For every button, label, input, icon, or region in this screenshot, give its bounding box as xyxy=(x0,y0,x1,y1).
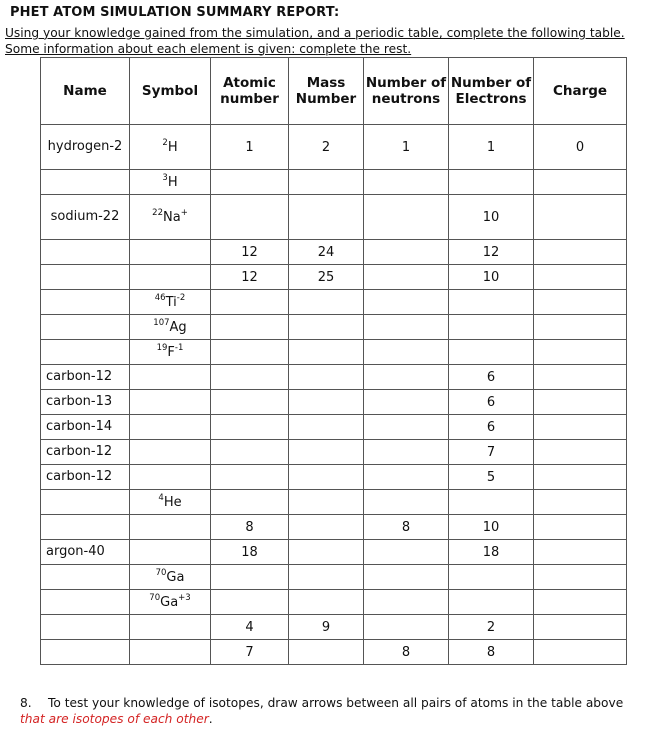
symbol-cell[interactable] xyxy=(130,290,211,315)
element-symbol: Ti xyxy=(165,294,177,310)
name-cell[interactable] xyxy=(41,125,130,170)
element-name: carbon-12 xyxy=(46,469,113,484)
isotope-symbol xyxy=(156,342,184,360)
name-cell[interactable] xyxy=(41,390,130,415)
name-cell[interactable] xyxy=(41,415,130,440)
electrons-cell[interactable] xyxy=(449,565,534,590)
isotope-symbol xyxy=(155,567,185,585)
charge-cell[interactable] xyxy=(534,515,627,540)
mass-value: 24 xyxy=(317,244,335,260)
electrons-cell[interactable] xyxy=(449,640,534,665)
element-symbol: Na xyxy=(163,209,181,225)
neutrons-value: 8 xyxy=(401,519,411,535)
neutrons-cell[interactable] xyxy=(364,415,449,440)
electrons-cell[interactable] xyxy=(449,515,534,540)
symbol-cell[interactable] xyxy=(130,265,211,290)
electrons-cell[interactable] xyxy=(449,465,534,490)
electrons-value: 1 xyxy=(486,139,496,155)
atomic-cell[interactable] xyxy=(211,440,289,465)
element-symbol: H xyxy=(167,174,178,190)
intro-text: Using your knowledge gained from the simulation, and a periodic table, complete the following table. Some information about each element is given: complete the rest. xyxy=(5,26,625,56)
electrons-cell[interactable] xyxy=(449,390,534,415)
charge-value: 0 xyxy=(575,139,585,155)
table-row xyxy=(41,540,627,565)
table-row xyxy=(41,490,627,515)
atomic-value: 4 xyxy=(245,619,254,635)
name-cell[interactable] xyxy=(41,290,130,315)
mass-cell[interactable] xyxy=(289,540,364,565)
mass-superscript: 19 xyxy=(156,342,168,353)
electrons-value: 12 xyxy=(482,244,500,260)
charge-cell[interactable] xyxy=(534,340,627,365)
electrons-value: 6 xyxy=(486,419,496,435)
symbol-cell[interactable] xyxy=(130,565,211,590)
mass-superscript: 2 xyxy=(162,137,168,148)
name-cell[interactable] xyxy=(41,265,130,290)
table-row xyxy=(41,365,627,390)
symbol-cell[interactable] xyxy=(130,170,211,195)
charge-cell[interactable] xyxy=(534,170,627,195)
mass-cell[interactable] xyxy=(289,340,364,365)
neutrons-cell[interactable] xyxy=(364,125,449,170)
symbol-cell[interactable] xyxy=(130,415,211,440)
header-row xyxy=(41,58,627,125)
header-mass-number: Mass Number xyxy=(289,58,364,125)
atomic-cell[interactable] xyxy=(211,465,289,490)
atomic-cell[interactable] xyxy=(211,340,289,365)
charge-superscript: + xyxy=(180,207,188,218)
neutrons-cell[interactable] xyxy=(364,290,449,315)
mass-superscript: 3 xyxy=(162,172,168,183)
symbol-cell[interactable] xyxy=(130,440,211,465)
report-title: PHET ATOM SIMULATION SUMMARY REPORT: xyxy=(10,5,340,20)
mass-cell[interactable] xyxy=(289,365,364,390)
mass-cell[interactable] xyxy=(289,590,364,615)
mass-cell[interactable] xyxy=(289,125,364,170)
question-text: To test your knowledge of isotopes, draw arrows between all pairs of atoms in the table above xyxy=(48,696,624,710)
atomic-cell[interactable] xyxy=(211,490,289,515)
symbol-cell[interactable] xyxy=(130,340,211,365)
neutrons-cell[interactable] xyxy=(364,640,449,665)
atomic-cell[interactable] xyxy=(211,240,289,265)
electrons-cell[interactable] xyxy=(449,195,534,240)
neutrons-cell[interactable] xyxy=(364,340,449,365)
electrons-cell[interactable] xyxy=(449,540,534,565)
charge-cell[interactable] xyxy=(534,565,627,590)
isotope-symbol xyxy=(152,207,188,225)
atomic-value: 12 xyxy=(241,244,258,260)
table-row xyxy=(41,390,627,415)
neutrons-cell[interactable] xyxy=(364,365,449,390)
element-symbol: H xyxy=(167,139,178,155)
mass-cell[interactable] xyxy=(289,265,364,290)
charge-cell[interactable] xyxy=(534,265,627,290)
mass-cell[interactable] xyxy=(289,315,364,340)
charge-cell[interactable] xyxy=(534,640,627,665)
mass-superscript: 70 xyxy=(149,592,161,603)
atomic-cell[interactable] xyxy=(211,540,289,565)
question-highlight: that are isotopes of each other xyxy=(20,712,209,726)
table-row xyxy=(41,315,627,340)
atomic-cell[interactable] xyxy=(211,195,289,240)
electrons-cell[interactable] xyxy=(449,365,534,390)
mass-cell[interactable] xyxy=(289,465,364,490)
header-symbol: Symbol xyxy=(130,58,211,125)
neutrons-cell[interactable] xyxy=(364,540,449,565)
atomic-value: 7 xyxy=(245,644,254,660)
isotope-symbol xyxy=(162,137,178,155)
table-row xyxy=(41,590,627,615)
charge-cell[interactable] xyxy=(534,195,627,240)
symbol-cell[interactable] xyxy=(130,640,211,665)
name-cell[interactable] xyxy=(41,195,130,240)
mass-superscript: 107 xyxy=(153,317,170,328)
electrons-cell[interactable] xyxy=(449,590,534,615)
charge-superscript: +3 xyxy=(178,592,191,603)
element-name: carbon-13 xyxy=(46,394,113,409)
name-cell[interactable] xyxy=(41,565,130,590)
header-neutrons: Number of neutrons xyxy=(364,58,449,125)
neutrons-value: 8 xyxy=(401,644,411,660)
electrons-cell[interactable] xyxy=(449,315,534,340)
electrons-cell[interactable] xyxy=(449,265,534,290)
name-cell[interactable] xyxy=(41,465,130,490)
name-cell[interactable] xyxy=(41,240,130,265)
mass-cell[interactable] xyxy=(289,565,364,590)
atom-summary-table xyxy=(40,57,627,665)
mass-cell[interactable] xyxy=(289,240,364,265)
charge-cell[interactable] xyxy=(534,590,627,615)
atomic-cell[interactable] xyxy=(211,290,289,315)
electrons-cell[interactable] xyxy=(449,415,534,440)
symbol-cell[interactable] xyxy=(130,315,211,340)
symbol-cell[interactable] xyxy=(130,590,211,615)
element-symbol: Ga xyxy=(160,594,179,610)
name-cell[interactable] xyxy=(41,170,130,195)
electrons-cell[interactable] xyxy=(449,170,534,195)
element-symbol: Ga xyxy=(166,569,185,585)
mass-superscript: 70 xyxy=(155,567,167,578)
atomic-cell[interactable] xyxy=(211,615,289,640)
element-symbol: He xyxy=(163,494,182,510)
name-cell[interactable] xyxy=(41,615,130,640)
mass-cell[interactable] xyxy=(289,615,364,640)
atomic-value: 18 xyxy=(241,544,258,560)
electrons-value: 18 xyxy=(482,544,500,560)
electrons-cell[interactable] xyxy=(449,290,534,315)
charge-cell[interactable] xyxy=(534,365,627,390)
symbol-cell[interactable] xyxy=(130,365,211,390)
element-symbol: F xyxy=(167,344,175,360)
table-row xyxy=(41,565,627,590)
table-row xyxy=(41,515,627,540)
electrons-cell[interactable] xyxy=(449,490,534,515)
name-cell[interactable] xyxy=(41,340,130,365)
charge-cell[interactable] xyxy=(534,125,627,170)
table-row xyxy=(41,195,627,240)
name-cell[interactable] xyxy=(41,365,130,390)
table-body xyxy=(41,125,627,665)
mass-superscript: 22 xyxy=(152,207,163,218)
neutrons-cell[interactable] xyxy=(364,195,449,240)
element-name: hydrogen-2 xyxy=(47,139,123,154)
atomic-cell[interactable] xyxy=(211,515,289,540)
mass-cell[interactable] xyxy=(289,440,364,465)
electrons-cell[interactable] xyxy=(449,340,534,365)
mass-cell[interactable] xyxy=(289,515,364,540)
electrons-value: 8 xyxy=(486,644,496,660)
element-name: carbon-12 xyxy=(46,444,113,459)
neutrons-cell[interactable] xyxy=(364,565,449,590)
atomic-cell[interactable] xyxy=(211,170,289,195)
atomic-cell[interactable] xyxy=(211,315,289,340)
mass-cell[interactable] xyxy=(289,640,364,665)
isotope-symbol xyxy=(162,172,178,190)
charge-cell[interactable] xyxy=(534,315,627,340)
charge-cell[interactable] xyxy=(534,440,627,465)
table-row xyxy=(41,640,627,665)
charge-cell[interactable] xyxy=(534,240,627,265)
mass-cell[interactable] xyxy=(289,390,364,415)
mass-value: 9 xyxy=(321,619,331,635)
intro-paragraph xyxy=(5,26,651,57)
electrons-value: 10 xyxy=(482,209,500,225)
neutrons-cell[interactable] xyxy=(364,590,449,615)
element-name: argon-40 xyxy=(46,544,105,559)
header-atomic-number: Atomic number xyxy=(211,58,289,125)
charge-cell[interactable] xyxy=(534,290,627,315)
element-name: carbon-14 xyxy=(46,419,113,434)
table-row xyxy=(41,615,627,640)
name-cell[interactable] xyxy=(41,640,130,665)
name-cell[interactable] xyxy=(41,540,130,565)
electrons-cell[interactable] xyxy=(449,615,534,640)
mass-cell[interactable] xyxy=(289,195,364,240)
element-name: carbon-12 xyxy=(46,369,113,384)
mass-superscript: 4 xyxy=(158,492,164,503)
neutrons-value: 1 xyxy=(401,139,411,155)
neutrons-cell[interactable] xyxy=(364,490,449,515)
mass-superscript: 46 xyxy=(154,292,166,303)
header-name: Name xyxy=(41,58,130,125)
electrons-value: 5 xyxy=(486,469,496,485)
neutrons-cell[interactable] xyxy=(364,440,449,465)
symbol-cell[interactable] xyxy=(130,240,211,265)
electrons-cell[interactable] xyxy=(449,125,534,170)
atomic-value: 1 xyxy=(245,139,254,155)
charge-cell[interactable] xyxy=(534,390,627,415)
mass-cell[interactable] xyxy=(289,290,364,315)
name-cell[interactable] xyxy=(41,515,130,540)
question-8 xyxy=(20,695,650,727)
table-row xyxy=(41,465,627,490)
atomic-cell[interactable] xyxy=(211,565,289,590)
mass-cell[interactable] xyxy=(289,415,364,440)
table-row xyxy=(41,265,627,290)
isotope-symbol xyxy=(149,592,191,610)
table-row xyxy=(41,125,627,170)
table-row xyxy=(41,290,627,315)
charge-cell[interactable] xyxy=(534,540,627,565)
name-cell[interactable] xyxy=(41,315,130,340)
header-charge: Charge xyxy=(534,58,627,125)
table-row xyxy=(41,440,627,465)
atomic-cell[interactable] xyxy=(211,390,289,415)
atomic-value: 8 xyxy=(245,519,254,535)
symbol-cell[interactable] xyxy=(130,390,211,415)
mass-value: 25 xyxy=(317,269,335,285)
neutrons-cell[interactable] xyxy=(364,315,449,340)
symbol-cell[interactable] xyxy=(130,195,211,240)
neutrons-cell[interactable] xyxy=(364,465,449,490)
electrons-value: 10 xyxy=(482,519,500,535)
atomic-cell[interactable] xyxy=(211,365,289,390)
header-electrons: Number of Electrons xyxy=(449,58,534,125)
mass-cell[interactable] xyxy=(289,170,364,195)
isotope-symbol xyxy=(158,492,182,510)
charge-cell[interactable] xyxy=(534,415,627,440)
electrons-value: 6 xyxy=(486,394,496,410)
charge-cell[interactable] xyxy=(534,490,627,515)
atomic-value: 12 xyxy=(241,269,258,285)
neutrons-cell[interactable] xyxy=(364,170,449,195)
table-row xyxy=(41,240,627,265)
symbol-cell[interactable] xyxy=(130,465,211,490)
atomic-cell[interactable] xyxy=(211,125,289,170)
element-symbol: Ag xyxy=(169,319,187,335)
charge-superscript: -2 xyxy=(176,292,186,303)
electrons-cell[interactable] xyxy=(449,440,534,465)
isotope-symbol xyxy=(154,292,186,310)
neutrons-cell[interactable] xyxy=(364,390,449,415)
atomic-cell[interactable] xyxy=(211,590,289,615)
symbol-cell[interactable] xyxy=(130,490,211,515)
atomic-cell[interactable] xyxy=(211,265,289,290)
question-end: . xyxy=(208,712,213,726)
neutrons-cell[interactable] xyxy=(364,615,449,640)
charge-superscript: -1 xyxy=(174,342,184,353)
isotope-symbol xyxy=(153,317,187,335)
electrons-value: 10 xyxy=(482,269,500,285)
electrons-value: 7 xyxy=(486,444,496,460)
charge-cell[interactable] xyxy=(534,465,627,490)
symbol-cell[interactable] xyxy=(130,125,211,170)
electrons-cell[interactable] xyxy=(449,240,534,265)
name-cell[interactable] xyxy=(41,490,130,515)
atomic-cell[interactable] xyxy=(211,415,289,440)
mass-value: 2 xyxy=(321,139,331,155)
element-name: sodium-22 xyxy=(50,209,120,224)
table-row xyxy=(41,170,627,195)
name-cell[interactable] xyxy=(41,590,130,615)
name-cell[interactable] xyxy=(41,440,130,465)
table-row xyxy=(41,340,627,365)
charge-cell[interactable] xyxy=(534,615,627,640)
symbol-cell[interactable] xyxy=(130,540,211,565)
atomic-cell[interactable] xyxy=(211,640,289,665)
mass-cell[interactable] xyxy=(289,490,364,515)
symbol-cell[interactable] xyxy=(130,515,211,540)
electrons-value: 6 xyxy=(486,369,496,385)
neutrons-cell[interactable] xyxy=(364,515,449,540)
electrons-value: 2 xyxy=(486,619,496,635)
neutrons-cell[interactable] xyxy=(364,265,449,290)
symbol-cell[interactable] xyxy=(130,615,211,640)
table-row xyxy=(41,415,627,440)
question-number: 8. xyxy=(20,696,32,710)
neutrons-cell[interactable] xyxy=(364,240,449,265)
